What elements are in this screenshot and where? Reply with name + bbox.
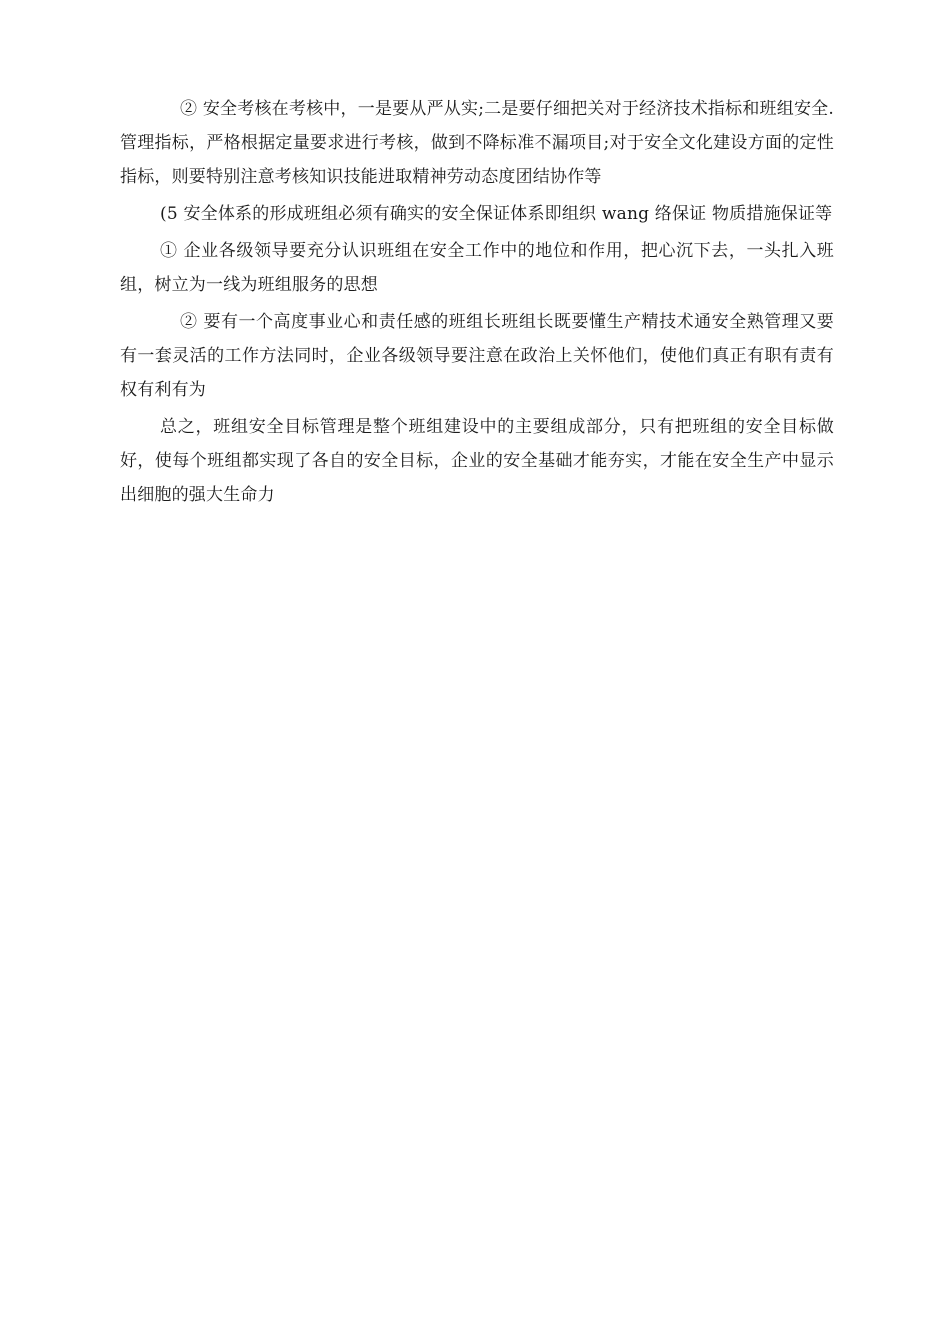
paragraph-conclusion: 总之，班组安全目标管理是整个班组建设中的主要组成部分，只有把班组的安全目标做好，使每个班组都实现了各自的安全目标，企业的安全基础才能夯实，才能在安全生产中显示出细胞的强大生命力	[120, 417, 834, 505]
paragraph-safety-assessment: ② 安全考核在考核中，一是要从严从实;二是要仔细把关对于经济技术指标和班组安全. 管理指标，严格根据定量要求进行考核，做到不降标准不漏项目;对于安全文化建设方面的定性指标，则要特别注意考核知识技能进取精神劳动态度团结协作等	[120, 99, 834, 187]
paragraph-leadership: ① 企业各级领导要充分认识班组在安全工作中的地位和作用，把心沉下去，一头扎入班组，树立为一线为班组服务的思想	[120, 241, 834, 295]
paragraph-safety-system: (5 安全体系的形成班组必须有确实的安全保证体系即组织 wang 络保证 物质措施保证等	[160, 204, 833, 224]
document-body	[120, 92, 834, 512]
paragraph-team-leader: ② 要有一个高度事业心和责任感的班组长班组长既要懂生产精技术通安全熟管理又要有一套灵活的工作方法同时，企业各级领导要注意在政治上关怀他们，使他们真正有职有责有权有利有为	[120, 312, 834, 400]
